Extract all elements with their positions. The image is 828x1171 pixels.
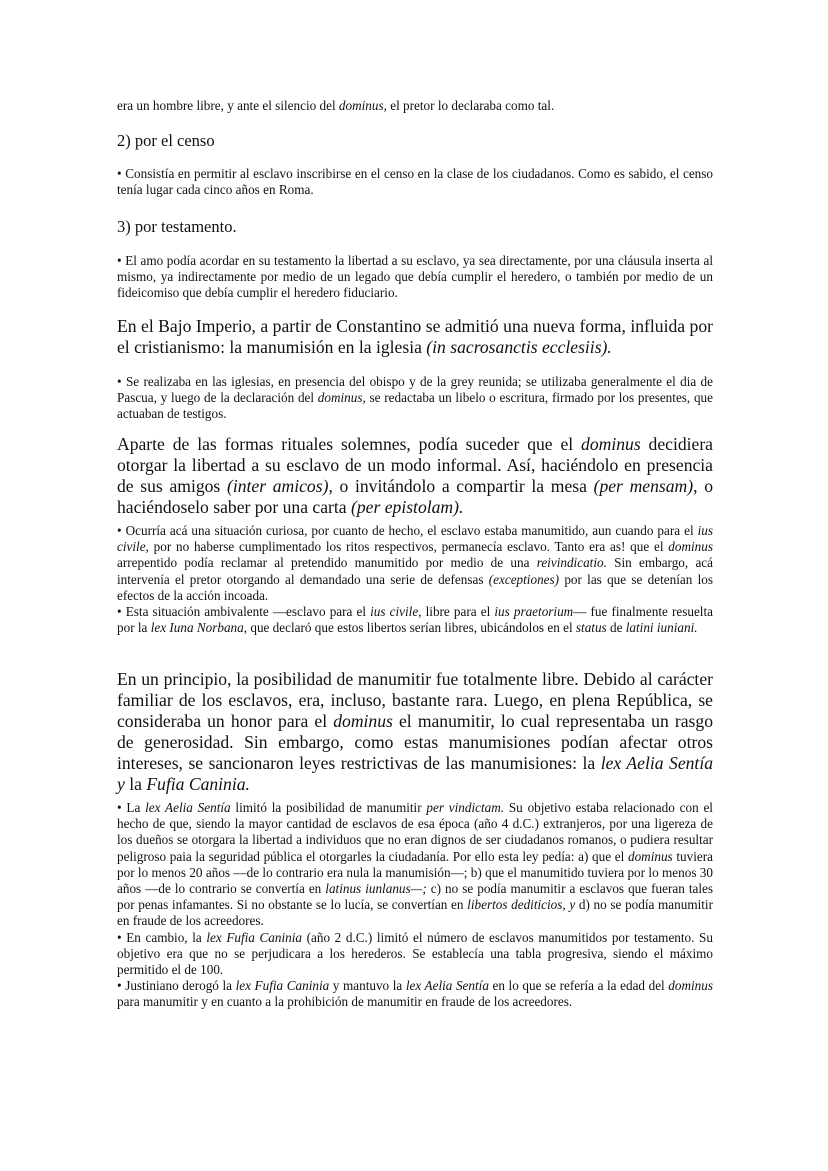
section-heading [117, 131, 713, 151]
text-run: que declaró que estos libertos serían libres, ubicándolos en el [247, 620, 576, 636]
italic-term: ius civile, [370, 604, 422, 620]
text-run: libre para el [421, 604, 495, 620]
italic-term: lex Aelia Sentía [405, 978, 489, 994]
text-run: • El amo podía acordar en su testamento la libertad a su esclavo, ya sea directamente, por una cláusula inserta al mismo, ya indirectamente por medio de un legado que debía cumplir el heredero, o también por medio de un fideicomiso que debía cumplir el heredero fiduciario. [117, 253, 713, 301]
text-run: Aparte de las formas rituales solemnes, podía suceder que el [117, 434, 582, 454]
body-paragraph-large [117, 434, 713, 518]
italic-term: lex Fufia Caninia [235, 978, 330, 994]
italic-term: (per mensam), [593, 476, 698, 496]
italic-term: dominus [581, 434, 641, 454]
text-run: c) no se podía manumitir a esclavos que fueran tales por penas infamantes. Si no obstante se lo lucía, se convertían en [117, 881, 713, 913]
text-run: o haciéndoselo saber por una carta [117, 476, 713, 517]
text-run: de [606, 620, 626, 636]
text-run: en lo que se refería a la edad del [488, 978, 669, 994]
text-run: • Se realizaba en las iglesias, en presencia del obispo y de la grey reunida; se utilizaba generalmente el dia de Pascua, y luego de la declaración del [117, 374, 713, 406]
text-run: el manumitir, lo cual representaba un rasgo de generosidad. Sin embargo, como estas manumisiones podían afectar otros intereses, se sancionaron leyes restrictivas de las manumisiones: la [117, 711, 713, 773]
bullet-paragraph [117, 98, 713, 114]
italic-term: lex Fufia Caninia [206, 929, 303, 945]
italic-term: latini iuniani. [625, 620, 698, 636]
text-run: • Justiniano derogó la [117, 978, 236, 994]
text-run: la [124, 774, 147, 794]
bullet-paragraph [117, 523, 713, 636]
text-run: — fue finalmente resuelta por la [117, 604, 713, 636]
italic-term: dominus [668, 978, 713, 994]
italic-term: (exceptiones) [488, 571, 560, 587]
bullet-paragraph [117, 253, 713, 302]
italic-term: lex Aelia Sentía [145, 800, 231, 815]
italic-term: reivindicatio. [536, 555, 607, 571]
text-run: 3) por testamento. [117, 217, 237, 236]
italic-term: lex Aelia Sentía y [117, 753, 714, 794]
paragraph [117, 978, 713, 1010]
italic-term: Fufia Caninia. [146, 774, 250, 794]
paragraph [117, 930, 713, 979]
italic-term: ius civile, [117, 523, 713, 555]
section-heading [117, 217, 713, 237]
text-run: por no haberse cumplimentado los ritos respectivos, permanecía esclavo. Tanto era as! que el [148, 539, 669, 555]
italic-term: (in sacrosanctis ecclesiis). [426, 337, 612, 357]
text-run: (año 2 d.C.) limitó el número de esclavos manumitidos por testamento. Su objetivo era que no se perjudicara a los herederos. Se establecía una tabla progresiva, siendo el máximo permitido el de 100. [117, 929, 713, 978]
italic-term: dominus, [317, 390, 366, 406]
italic-term: dominus [333, 711, 393, 731]
paragraph [117, 523, 713, 604]
paragraph [117, 131, 713, 151]
paragraph [117, 166, 713, 198]
text-run: 2) por el censo [117, 131, 215, 150]
text-run: limitó la posibilidad de manumitir [230, 800, 427, 815]
text-run: En el Bajo Imperio, a partir de Constantino se admitió una nueva forma, influida por el cristianismo: la manumisión en la iglesia [117, 316, 713, 357]
text-run: d) no se podía manumitir en fraude de los acreedores. [117, 897, 713, 929]
paragraph [117, 604, 713, 636]
italic-term: (per epistolam). [351, 497, 464, 517]
text-run: • La [117, 800, 146, 815]
bullet-paragraph [117, 374, 713, 423]
paragraph [117, 316, 713, 358]
text-run: • Consistía en permitir al esclavo inscribirse en el censo en la clase de los ciudadanos. Como es sabido, el censo tenía lugar cada cinco años en Roma. [117, 166, 713, 198]
paragraph [117, 98, 713, 114]
italic-term: latinus iunlanus—; [325, 881, 427, 897]
text-run: Su objetivo estaba relacionado con el hecho de que, siendo la mayor cantidad de esclavos de esa época (año 4 d.C.) extranjeros, por una ligereza de los dueños se otorgara la libertad a individuos que no eran dignos de ser ciudadanos romanos, o pudiera resultar peligroso paia la seguridad pública el otorgarles la ciudadanía. Por ello esta ley pedía: a) que el [117, 800, 713, 864]
text-run: arrepentido podía reclamar al pretendido manumitido por medio de una [117, 555, 537, 571]
text-run: el pretor lo declaraba como tal. [386, 98, 555, 113]
text-run: En un principio, la posibilidad de manumitir fue totalmente libre. Debido al carácter familiar de los esclavos, era, incluso, bastante rara. Luego, en plena República, se consideraba un honor para el [117, 669, 713, 731]
italic-term: ius praetorium [494, 604, 574, 620]
paragraph [117, 669, 713, 795]
italic-term: dominus [627, 848, 673, 864]
italic-term: (inter amicos), [226, 476, 333, 496]
text-run: decidiera otorgar la libertad a su esclavo de un modo informal. Así, haciéndolo en presencia de sus amigos [117, 434, 713, 496]
text-run: Sin embargo, acá intervenía el pretor otorgando al demandado una serie de defensas [117, 555, 713, 587]
text-run: era un hombre libre, y ante el silencio del [117, 98, 339, 113]
text-run: • Ocurría acá una situación curiosa, por cuanto de hecho, el esclavo estaba manumitido, aun cuando para el [117, 523, 698, 538]
paragraph [117, 217, 713, 237]
bullet-paragraph [117, 166, 713, 198]
text-run: • Esta situación ambivalente —esclavo para el [117, 604, 371, 620]
text-run: se redactaba un libelo o escritura, firmado por los presentes, que actuaban de testigos. [117, 390, 713, 422]
paragraph [117, 253, 713, 302]
paragraph [117, 434, 713, 518]
bullet-paragraph [117, 800, 713, 1011]
body-paragraph-large [117, 316, 713, 358]
text-run: • En cambio, la [117, 929, 207, 945]
italic-term: dominus, [338, 98, 387, 113]
paragraph [117, 374, 713, 423]
text-run: para manumitir y en cuanto a la prohibición de manumitir en fraude de los acreedores. [117, 994, 573, 1010]
italic-term: dominus [668, 539, 713, 555]
italic-term: libertos dediticios, y [467, 897, 576, 913]
paragraph [117, 800, 713, 930]
text-run: por las que se detenían los efectos de la acción incoada. [117, 571, 713, 603]
body-paragraph-large [117, 669, 713, 795]
text-run: y mantuvo la [329, 978, 406, 994]
text-run: tuviera por lo menos 20 años —de lo contrario era nula la manumisión—; b) que el manumitido tuviera por lo menos 30 años —de lo contrario se convertía en [117, 848, 713, 897]
italic-term: per vindictam. [426, 800, 505, 815]
italic-term: status [575, 620, 607, 636]
text-run: o invitándolo a compartir la mesa [332, 476, 594, 496]
italic-term: lex Iuna Norbana, [150, 620, 248, 636]
